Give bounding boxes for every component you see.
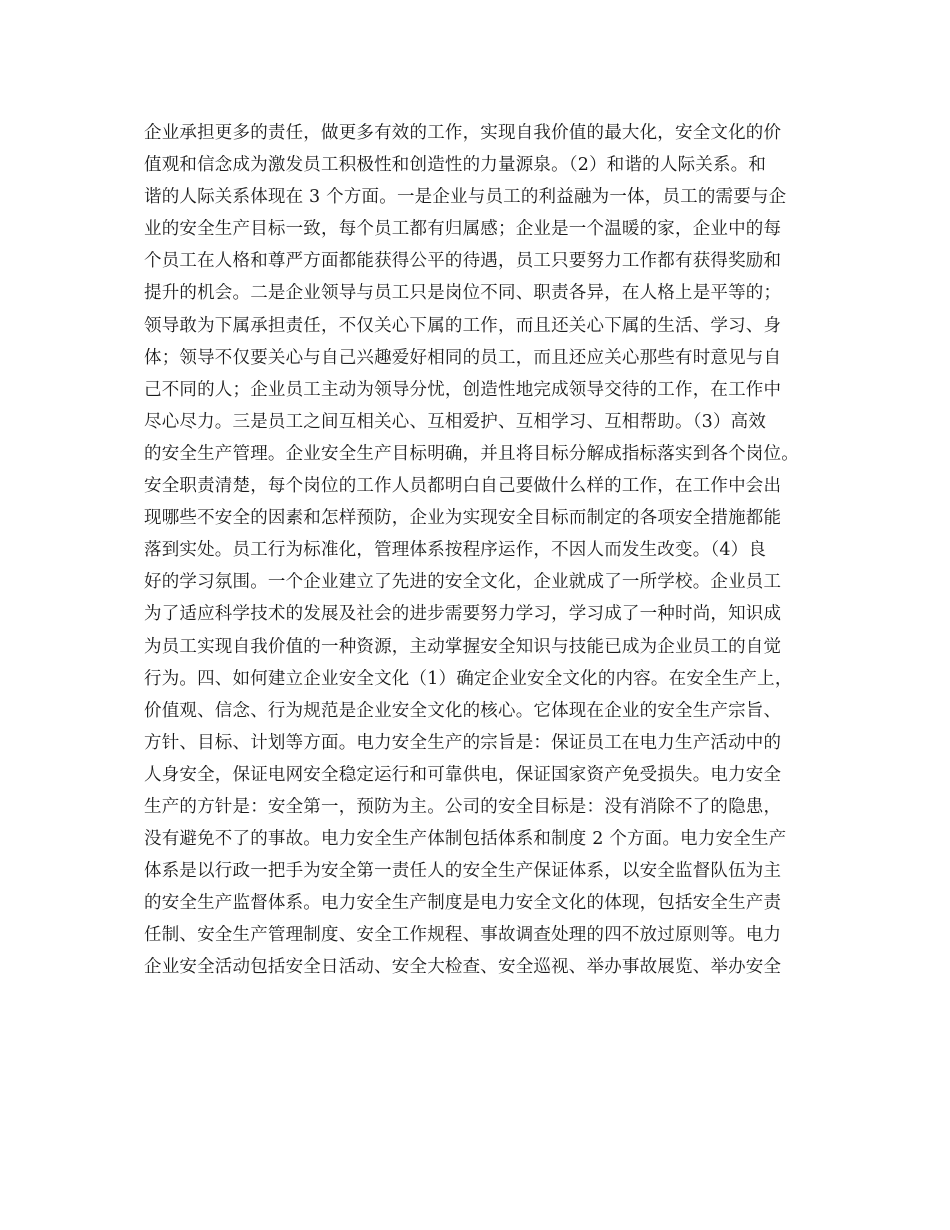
text-line: 业的安全生产目标一致，每个员工都有归属感；企业是一个温暖的家，企业中的每 <box>144 219 782 240</box>
text-line: 落到实处。员工行为标准化，管理体系按程序运作，不因人而发生改变。（4）良 <box>144 540 767 561</box>
text-line: 谐的人际关系体现在 3 个方面。一是企业与员工的利益融为一体，员工的需要与企 <box>144 187 787 208</box>
text-line: 安全职责清楚，每个岗位的工作人员都明白自己要做什么样的工作，在工作中会出 <box>144 476 782 497</box>
body-text <box>144 117 824 984</box>
text-line: 人身安全，保证电网安全稳定运行和可靠供电，保证国家资产免受损失。电力安全 <box>144 764 782 785</box>
text-line: 现哪些不安全的因素和怎样预防，企业为实现安全目标而制定的各项安全措施都能 <box>144 508 782 529</box>
text-line: 为员工实现自我价值的一种资源，主动掌握安全知识与技能已成为企业员工的自觉 <box>144 636 782 657</box>
text-line: 值观和信念成为激发员工积极性和创造性的力量源泉。（2）和谐的人际关系。和 <box>144 155 767 176</box>
text-line: 价值观、信念、行为规范是企业安全文化的核心。它体现在企业的安全生产宗旨、 <box>144 700 782 721</box>
text-line: 提升的机会。二是企业领导与员工只是岗位不同、职责各异，在人格上是平等的； <box>144 283 782 304</box>
text-line: 尽心尽力。三是员工之间互相关心、互相爱护、互相学习、互相帮助。（3）高效 <box>144 411 767 432</box>
text-line: 企业承担更多的责任，做更多有效的工作，实现自我价值的最大化，安全文化的价 <box>144 123 782 143</box>
text-line: 的安全生产管理。企业安全生产目标明确，并且将目标分解成指标落实到各个岗位。 <box>144 443 799 464</box>
text-line: 行为。四、如何建立企业安全文化（1）确定企业安全文化的内容。在安全生产上， <box>144 668 793 689</box>
text-line: 己不同的人；企业员工主动为领导分忧，创造性地完成领导交待的工作，在工作中 <box>144 379 782 400</box>
text-line: 方针、目标、计划等方面。电力安全生产的宗旨是：保证员工在电力生产活动中的 <box>144 732 782 753</box>
text-line: 生产的方针是：安全第一，预防为主。公司的安全目标是：没有消除不了的隐患， <box>144 796 782 817</box>
text-line: 没有避免不了的事故。电力安全生产体制包括体系和制度 2 个方面。电力安全生产 <box>144 829 787 850</box>
text-line: 任制、安全生产管理制度、安全工作规程、事故调查处理的四不放过原则等。电力 <box>144 925 782 946</box>
text-line: 体系是以行政一把手为安全第一责任人的安全生产保证体系，以安全监督队伍为主 <box>144 861 782 882</box>
text-line: 领导敢为下属承担责任，不仅关心下属的工作，而且还关心下属的生活、学习、身 <box>144 315 782 336</box>
text-line: 好的学习氛围。一个企业建立了先进的安全文化，企业就成了一所学校。企业员工 <box>144 572 782 593</box>
text-line: 体；领导不仅要关心与自己兴趣爱好相同的员工，而且还应关心那些有时意见与自 <box>144 347 782 368</box>
text-line: 个员工在人格和尊严方面都能获得公平的待遇，员工只要努力工作都有获得奖励和 <box>144 251 782 272</box>
text-line: 为了适应科学技术的发展及社会的进步需要努力学习，学习成了一种时尚，知识成 <box>144 604 782 625</box>
text-line: 企业安全活动包括安全日活动、安全大检查、安全巡视、举办事故展览、举办安全 <box>144 957 782 978</box>
text-line: 的安全生产监督体系。电力安全生产制度是电力安全文化的体现，包括安全生产责 <box>144 893 782 914</box>
